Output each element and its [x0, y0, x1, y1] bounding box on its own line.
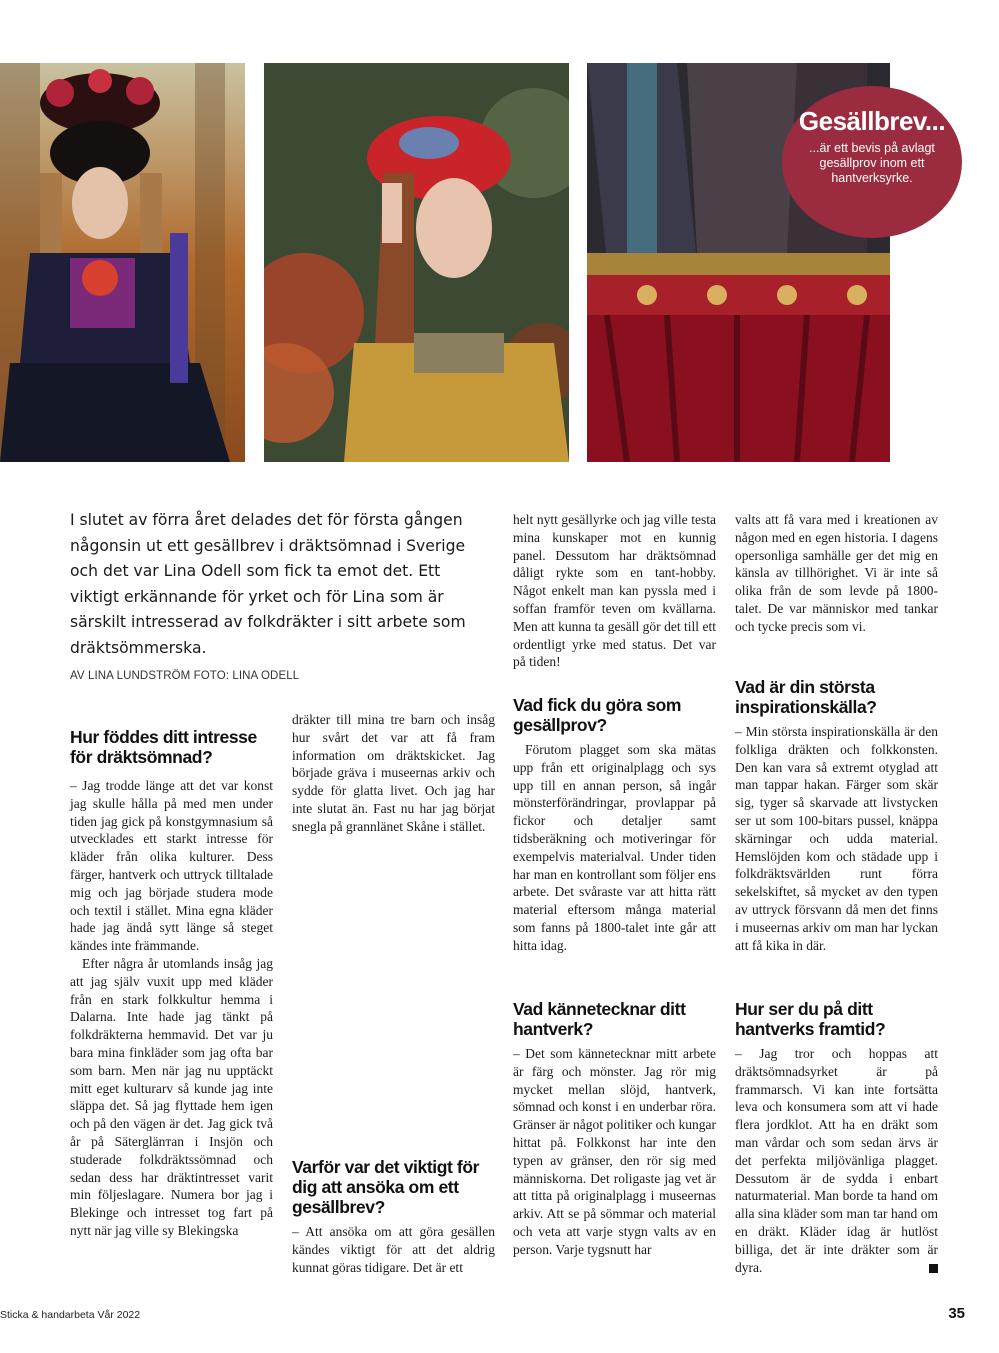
body-paragraph: – Det som kännetecknar mitt arbete är färg och mönster. Jag rör mig mycket mellan slöjd, hantverk, sömnad och konst i en underbar röra. Gränser är något politiker och kungar hittat på. Folkkonst har inte den typen av gränser, den rör sig med människorna. Det roligaste jag vet är att titta på originalplagg i museernas arkiv. Att se på sömmar och material och veta att varje stygn valts av en person. Varje tygsnutt har — [513, 1046, 716, 1257]
body-paragraph: dräkter till mina tre barn och insåg hur svårt det var att få fram information om dräktskicket. Jag började gräva i museernas arkiv och sydde för glatta livet. Och jag har inte slutat än. Fast nu har jag börjat snegla på grannlänet Skåne i stället. — [292, 712, 495, 834]
body-paragraph: – Jag trodde länge att det var konst jag skulle hålla på med men under tiden jag gick på konstgymnasium så utvecklades ett starkt intresse för kläder från olika kulturer. Dess färger, hantverk och uttryck tilltalade mig och jag började studera mode och textil i stället. Mina egna kläder hade jag ändå sytt länge så steget kändes inte främmande. — [70, 778, 273, 954]
section-heading: Hur föddes ditt intresse för dräktsömnad? — [70, 727, 257, 767]
section-heading: Hur ser du på ditt hantverks framtid? — [735, 999, 886, 1039]
column-2-bottom — [292, 1157, 495, 1276]
body-paragraph — [735, 1045, 938, 1276]
column-4-top — [735, 511, 938, 636]
column-3-top — [513, 511, 716, 671]
end-mark-icon — [929, 1264, 938, 1273]
column-3-bottom — [513, 999, 716, 1259]
gesallbrev-badge — [782, 86, 962, 238]
publication-name: Sticka & handarbeta Vår 2022 — [0, 1309, 141, 1321]
page-number: 35 — [948, 1305, 965, 1322]
badge-text: ...är ett bevis på avlagt gesällprov inom ett hantverksyrke. — [809, 141, 935, 185]
body-paragraph: Förutom plagget som ska mätas upp från ett originalplagg och sys upp till en annan person, så ingår mönsterförändringar, provlappar på fickor och detaljer samt tidsberäkning och motiveringar för exempelvis materialval. Under tiden har man en kontrollant som följer ens arbete. Det svåraste var att hitta rätt material eftersom många material som fanns på 1800-talet inte går att hitta idag. — [513, 742, 716, 953]
column-4-middle — [735, 677, 938, 954]
section-heading: Vad är din största inspirationskälla? — [735, 677, 877, 717]
body-paragraph: valts att få vara med i kreationen av någon med en egen historia. I dagens opersonliga samhälle ger det mig en känsla av tillhörighet. Vi är inte så olika från de som levde på 1800-talet. De var människor med tankar och tycke precis som vi. — [735, 512, 938, 634]
section-heading: Vad fick du göra som gesällprov? — [513, 695, 682, 735]
woman-in-red-beret-photo — [264, 63, 569, 462]
column-2-top — [292, 711, 495, 836]
byline: AV LINA LUNDSTRÖM FOTO: LINA ODELL — [70, 670, 300, 682]
body-paragraph: helt nytt gesällyrke och jag ville testa mina kunskaper mot en kunnig panel. Dessutom har dräktsömnad dåligt rykte som en tant-hobby. Något enkelt man kan pyssla med i soffan framför teven om kvällarna. Men att kunna ta gesäll gör det till ett ordentligt yrke med status. Det var på tiden! — [513, 512, 716, 670]
body-text: – Jag tror och hoppas att dräktsömnadsyrket är på frammarsch. Vi kan inte fortsätta leva och konsumera som att vi hade flera jordklot. Att ha en dräkt som man vårdar och som sedan ärvs är det perfekta miljövänliga plagget. Dessutom är de sydda i enbart naturmaterial. Man borde ta hand om alla sina kläder som man tar hand om en dräkt. Kläder idag är hutlöst billiga, det är inte dräkter som är dyra. — [735, 1046, 938, 1275]
body-paragraph: – Att ansöka om att göra gesällen kändes viktigt för att det aldrig kunnat göras tidigare. Det är ett — [292, 1224, 495, 1275]
column-3-middle — [513, 695, 716, 955]
section-heading: Vad kännetecknar ditt hantverk? — [513, 999, 686, 1039]
column-1 — [70, 727, 273, 1240]
badge-title: Gesällbrev... — [798, 106, 946, 136]
body-paragraph: – Min största inspirationskälla är den folkliga dräkten och folkkonsten. Den kan vara så extremt otyglad att man tappar hakan. Färger som skär sig, tyger så skarvade att livstycken ser ut som 100-bitars pussel, knäppa skärningar och udda material. Hemslöjden kom och städade upp i folkdräktsvärlden runt förra sekelskiftet, så mycket av den typen av uttryck försvann då men det finns i museernas arkiv om man har lyckan att få kika in där. — [735, 724, 938, 953]
column-4-bottom — [735, 999, 938, 1276]
body-paragraph: Efter några år utomlands insåg jag att jag själv vuxit upp med kläder från en stark folkkultur hemma i Dalarna. Inte hade jag tänkt på folkdräkterna hemmavid. Det var ju bara mina finkläder som jag ofta bar som barn. Men när jag nu upptäckt mitt eget kulturarv så kunde jag inte släppa det. Så jag flyttade hem igen och på den vägen är det. Jag gick två år på Säterglänтan i Insjön och studerade folkdräktssömnad och sedan dess har dräktintresset varit min följeslagare. Numera bor jag i Blekinge och intresset tog fart på nytt när jag ville sy Blekingska — [70, 955, 273, 1238]
woman-in-folk-costume-photo — [0, 63, 245, 462]
article-intro: I slutet av förra året delades det för första gången någonsin ut ett gesällbrev i dräktsömnad i Sverige och det var Lina Odell som fick ta emot det. Ett viktigt erkännande för yrket och för Lina som är särskilt intresserad av folkdräkter i sitt arbete som dräktsömmerska. — [70, 511, 466, 657]
section-heading: Varför var det viktigt för dig att ansöka om ett gesällbrev? — [292, 1157, 480, 1217]
